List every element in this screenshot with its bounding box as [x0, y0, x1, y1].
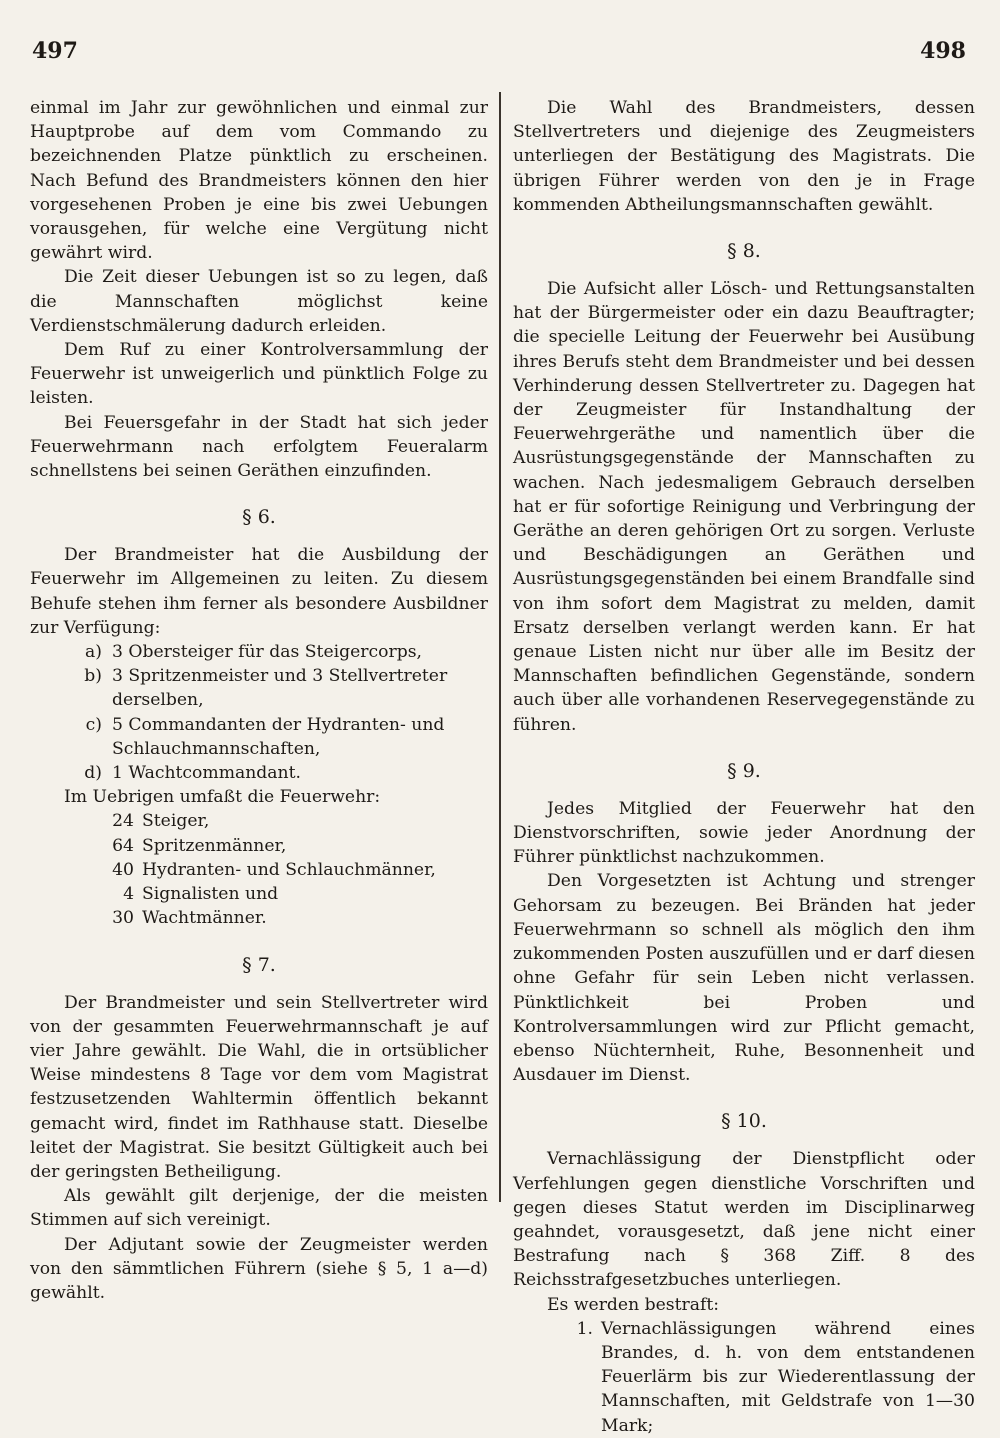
count-text: Wachtmänner. — [142, 908, 267, 929]
column-divider — [499, 92, 501, 1202]
list-text: 3 Spritzenmeister und 3 Stellvertreter derselben, — [112, 666, 448, 711]
right-column — [513, 96, 975, 1438]
list-label: b) — [84, 666, 102, 687]
section-heading: § 7. — [242, 953, 276, 976]
numbered-item — [513, 1317, 975, 1438]
list-item — [30, 640, 488, 664]
list-item — [30, 761, 488, 785]
list-item — [30, 664, 488, 712]
count-number: 64 — [112, 835, 134, 856]
list-item — [30, 713, 488, 761]
section-heading: § 6. — [242, 506, 276, 529]
list-label: c) — [85, 714, 102, 735]
section-heading: § 8. — [727, 240, 761, 263]
paragraph: Jedes Mitglied der Feuerwehr hat den Dienstvorschriften, sowie jeder Anordnung der Führer pünktlichst nachzukommen. — [513, 798, 975, 868]
count-row — [30, 906, 488, 930]
count-row — [30, 834, 488, 858]
list-label: d) — [84, 763, 102, 784]
paragraph: Im Uebrigen umfaßt die Feuerwehr: — [64, 787, 381, 808]
paragraph: Vernachlässigung der Dienstpflicht oder Verfehlungen gegen dienstliche Vorschriften und gegen dieses Statut werden im Disciplinarweg geahndet, vorausgesetzt, daß jene nicht einer Bestrafung nach § 368 Ziff. 8 des Reichsstrafgesetzbuches unterliegen. — [513, 1149, 975, 1291]
paragraph: Der Brandmeister hat die Ausbildung der Feuerwehr im Allgemeinen zu leiten. Zu diesem Behufe stehen ihm ferner als besondere Ausbildner zur Verfügung: — [30, 545, 488, 638]
count-row — [30, 882, 488, 906]
paragraph: Bei Feuersgefahr in der Stadt hat sich jeder Feuerwehrmann nach erfolgtem Feueralarm schnellstens bei seinen Geräthen einzufinden. — [30, 412, 488, 482]
paragraph: Der Adjutant sowie der Zeugmeister werden von den sämmtlichen Führern (siehe § 5, 1 a—d) gewählt. — [30, 1234, 488, 1303]
paragraph: Es werden bestraft: — [547, 1294, 720, 1315]
count-row — [30, 858, 488, 882]
count-text: Hydranten- und Schlauchmänner, — [142, 859, 436, 880]
paragraph: Den Vorgesetzten ist Achtung und strenger Gehorsam zu bezeugen. Bei Bränden hat jeder Feuerwehrmann so schnell als möglich den ihm zukommenden Posten auszufüllen und er darf diesen ohne Gefahr für sein Leben nicht verlassen. Pünktlichkeit bei Proben und Kontrolversammlungen wird zur Pflicht gemacht, ebenso Nüchternheit, Ruhe, Besonnenheit und Ausdauer im Dienst. — [513, 871, 975, 1086]
paragraph: Dem Ruf zu einer Kontrolversammlung der Feuerwehr ist unweigerlich und pünktlich Folge zu leisten. — [30, 340, 488, 409]
count-number: 4 — [123, 884, 134, 905]
list-text: 3 Obersteiger für das Steigercorps, — [112, 642, 422, 663]
paragraph: Die Zeit dieser Uebungen ist so zu legen, daß die Mannschaften möglichst keine Verdienstschmälerung dadurch erleiden. — [30, 267, 488, 336]
list-text: 5 Commandanten der Hydranten- und Schlauchmannschaften, — [112, 714, 445, 759]
count-text: Signalisten und — [142, 884, 279, 905]
list-text: 1 Wachtcommandant. — [112, 763, 301, 784]
paragraph: einmal im Jahr zur gewöhnlichen und einmal zur Hauptprobe auf dem vom Commando zu bezeichnenden Platze pünktlich zu erscheinen. Nach Befund des Brandmeisters können den hier vorgesehenen Proben je eine bis zwei Uebungen vorausgehen, für welche eine Vergütung nicht gewährt wird. — [30, 98, 488, 264]
section-heading: § 9. — [727, 759, 761, 782]
count-number: 40 — [112, 859, 134, 880]
left-column — [30, 96, 488, 1305]
item-number: 1. — [576, 1318, 593, 1339]
count-row — [30, 809, 488, 833]
paragraph: Die Wahl des Brandmeisters, dessen Stellvertreters und diejenige des Zeugmeisters unterliegen der Bestätigung des Magistrats. Die übrigen Führer werden von den je in Frage kommenden Abtheilungsmannschaften gewählt. — [513, 98, 975, 215]
list-label: a) — [85, 642, 102, 663]
paragraph: Der Brandmeister und sein Stellvertreter wird von der gesammten Feuerwehrmannschaft je auf vier Jahre gewählt. Die Wahl, die in ortsüblicher Weise mindestens 8 Tage vor dem vom Magistrat festzusetzenden Wahltermin öffentlich bekannt gemacht wird, findet im Rathhause statt. Dieselbe leitet der Magistrat. Sie besitzt Gültigkeit auch bei der geringsten Betheiligung. — [30, 992, 488, 1182]
page-number-right: 498 — [920, 38, 966, 64]
count-number: 24 — [112, 811, 134, 832]
page-number-left: 497 — [32, 38, 78, 64]
item-text: Vernachlässigungen während eines Brandes, d. h. von dem entstandenen Feuerlärm bis zur Wiederentlassung der Mannschaften, mit Geldstrafe von 1—30 Mark; — [601, 1318, 975, 1436]
count-number: 30 — [112, 908, 134, 929]
paragraph: Die Aufsicht aller Lösch- und Rettungsanstalten hat der Bürgermeister oder ein dazu Beauftragter; die specielle Leitung der Feuerwehr bei Ausübung ihres Berufs steht dem Brandmeister und bei dessen Verhinderung dessen Stellvertreter zu. Dagegen hat der Zeugmeister für Instandhaltung der Feuerwehrgeräthe und namentlich über die Ausrüstungsgegenstände der Mannschaften zu wachen. Nach jedesmaligem Gebrauch derselben hat er für sofortige Reinigung und Verbringung der Geräthe an deren gehörigen Ort zu sorgen. Verluste und Beschädigungen an Geräthen und Ausrüstungsgegenständen bei einem Brandfalle sind von ihm sofort dem Magistrat zu melden, damit Ersatz derselben verlangt werden kann. Er hat genaue Listen nicht nur über alle im Besitz der Mannschaften befindlichen Gegenstände, sondern auch über alle vorhandenen Reservegegenstände zu führen. — [513, 279, 975, 735]
paragraph: Als gewählt gilt derjenige, der die meisten Stimmen auf sich vereinigt. — [30, 1186, 488, 1231]
count-text: Steiger, — [142, 811, 210, 832]
section-heading: § 10. — [721, 1110, 767, 1133]
count-text: Spritzenmänner, — [142, 835, 287, 856]
